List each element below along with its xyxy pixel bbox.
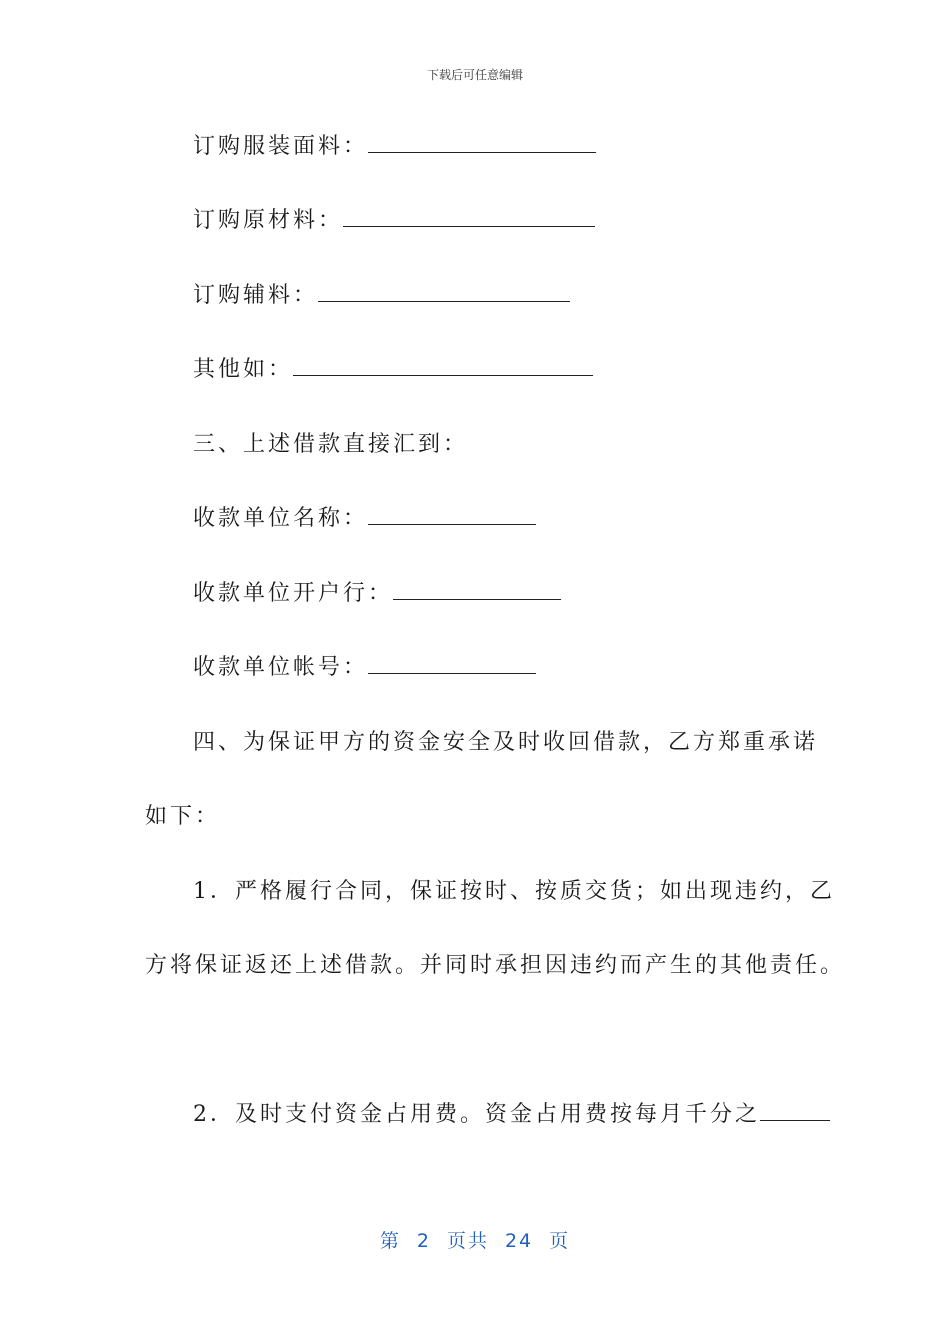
text-line-other — [193, 355, 593, 385]
label-other: 其他如： — [193, 357, 294, 382]
text-line-raw-material — [193, 206, 595, 236]
text-line-payee-name — [193, 504, 536, 534]
text-line-payee-account — [193, 653, 536, 683]
page-header-note: 下载后可任意编辑 — [426, 68, 523, 82]
label-payee-name: 收款单位名称： — [193, 506, 369, 531]
blank-other — [293, 355, 593, 376]
footer-page-number: 2 — [416, 1230, 431, 1252]
text-line-payee-bank — [193, 579, 561, 609]
label-fabric: 订购服装面料： — [193, 134, 369, 159]
text-line-as-follows: 如下： — [145, 804, 221, 829]
text-line-item-one-cont: 方将保证返还上述借款。并同时承担因违约而产生的其他责任。 — [145, 953, 846, 978]
text-line-accessories — [193, 281, 570, 311]
blank-payee-name — [368, 504, 536, 525]
footer-prefix: 第 — [379, 1230, 401, 1252]
label-item-two: 2．及时支付资金占用费。资金占用费按每月千分之 — [193, 1102, 760, 1127]
label-payee-account: 收款单位帐号： — [193, 655, 369, 680]
text-line-item-two — [193, 1100, 830, 1130]
blank-fabric — [368, 132, 596, 153]
page-number-footer — [0, 1226, 950, 1253]
label-accessories: 订购辅料： — [193, 283, 319, 308]
text-line-section-four: 四、为保证甲方的资金安全及时收回借款，乙方郑重承诺 — [193, 730, 819, 755]
footer-mid: 页共 — [446, 1230, 489, 1252]
blank-item-two — [760, 1100, 830, 1121]
blank-raw-material — [343, 206, 595, 227]
text-line-fabric — [193, 132, 596, 162]
blank-accessories — [318, 281, 570, 302]
footer-suffix: 页 — [549, 1230, 571, 1252]
blank-payee-bank — [393, 579, 561, 600]
text-line-item-one: 1．严格履行合同，保证按时、按质交货；如出现违约，乙 — [193, 879, 835, 904]
blank-payee-account — [368, 653, 536, 674]
text-line-section-three: 三、上述借款直接汇到： — [193, 432, 469, 457]
label-raw-material: 订购原材料： — [193, 208, 344, 233]
footer-total-pages: 24 — [504, 1230, 534, 1252]
label-payee-bank: 收款单位开户行： — [193, 581, 394, 606]
